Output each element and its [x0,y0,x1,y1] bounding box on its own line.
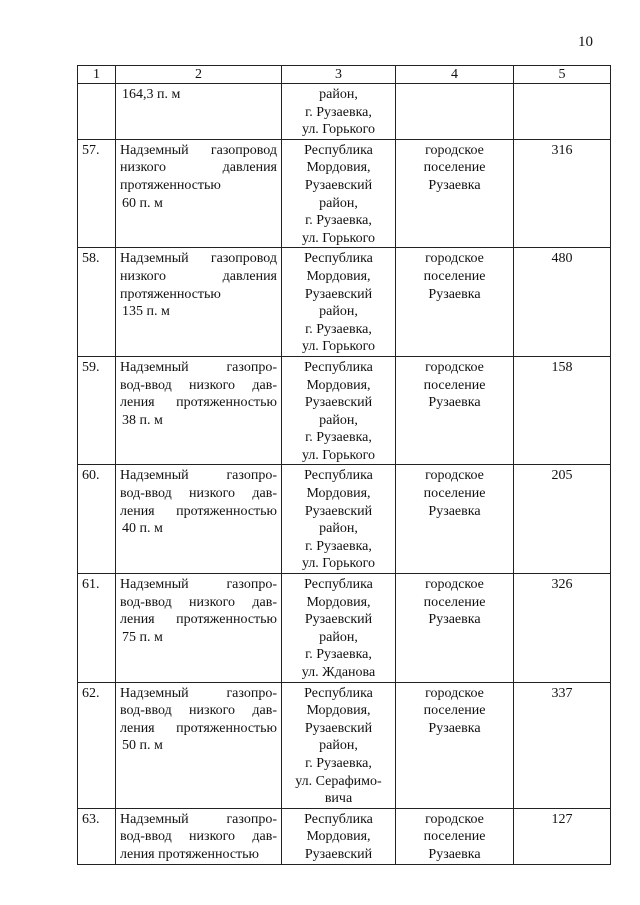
location-line: Мордовия, [306,703,371,719]
location-line: г. Рузаевка, [305,321,372,337]
description-line: 135 п. м [122,304,170,320]
location-line: район, [319,304,358,320]
value-cell [514,139,611,248]
location-line: район, [319,738,358,754]
description-line: ления протяженностью [120,395,277,411]
continuation-row [78,84,611,140]
location-line: ул. Серафимо- [295,773,382,789]
description-line: Надземный газопро- [120,811,277,827]
value-cell [514,808,611,864]
description-line: вод-ввод низкого дав- [120,703,277,719]
location-line: г. Рузаевка, [305,538,372,554]
municipality-line: поселение [423,486,486,502]
location-line: район, [319,87,358,102]
table-row [78,139,611,248]
municipality-line: поселение [423,268,486,284]
location-line: ул. Горького [301,447,376,463]
location-line: Рузаевский [304,846,373,862]
row-number: 60. [82,468,100,484]
row-number-cell [78,248,116,357]
description-line: вод-ввод низкого дав- [120,486,277,502]
municipality-line: Рузаевка [428,720,481,736]
description-line: 38 п. м [122,412,163,428]
description-line: ления протяженностью [120,720,277,736]
location-cell [282,139,396,248]
description-line: вод-ввод низкого дав- [120,829,277,845]
continuation-value-cell [514,84,611,140]
municipality-line: поселение [423,703,486,719]
table-row [78,248,611,357]
description-line: вод-ввод низкого дав- [120,594,277,610]
municipality-line: городское [425,577,484,593]
description-line: Надземный газопро- [120,468,277,484]
location-line: вича [324,791,353,807]
description-cell [116,574,282,683]
location-line: район, [319,412,358,428]
municipality-line: городское [425,359,484,375]
description-line: 40 п. м [122,521,163,537]
location-line: Республика [304,811,373,827]
location-line: Республика [304,468,373,484]
value: 316 [551,142,573,158]
row-number: 59. [82,359,100,375]
location-cell [282,248,396,357]
location-line: Рузаевский [304,503,373,519]
description-line: низкого давления [120,268,277,284]
municipality-line: Рузаевка [428,177,481,193]
municipality-line: Рузаевка [428,395,481,411]
column-header-4: 4 [396,66,514,84]
municipality-line: Рузаевка [428,612,481,628]
table-row [78,808,611,864]
value: 337 [551,685,573,701]
location-line: Республика [304,251,373,267]
row-number-cell [78,682,116,808]
description-cell [116,248,282,357]
row-number: 61. [82,577,100,593]
row-number: 57. [82,142,100,158]
municipality-cell [396,139,514,248]
continuation-municipality-cell [396,84,514,140]
row-number: 63. [82,811,100,827]
description-cell [116,465,282,574]
location-line: г. Рузаевка, [305,104,372,120]
value-cell [514,682,611,808]
column-header-1: 1 [78,66,116,84]
row-number: 58. [82,251,100,267]
description-line: Надземный газопро- [120,685,277,701]
location-line: Мордовия, [306,486,371,502]
value-cell [514,248,611,357]
location-line: Рузаевский [304,395,373,411]
description-cell [116,808,282,864]
value: 205 [551,468,573,484]
table-row [78,574,611,683]
municipality-line: Рузаевка [428,503,481,519]
row-number-cell [78,574,116,683]
description-line: ления протяженностью [120,846,260,862]
location-line: Республика [304,142,373,158]
location-line: район, [319,195,358,211]
municipality-line: поселение [423,594,486,610]
description-line: Надземный газопро- [120,577,277,593]
continuation-description: 164,3 п. м [122,87,181,102]
value: 127 [551,811,573,827]
continuation-description-cell [116,84,282,140]
municipality-line: Рузаевка [428,846,481,862]
value: 158 [551,359,573,375]
location-line: Мордовия, [306,829,371,845]
municipality-line: городское [425,251,484,267]
location-line: г. Рузаевка, [305,213,372,229]
location-line: район, [319,629,358,645]
row-number-cell [78,356,116,465]
description-line: протяженностью [120,177,221,193]
page-number: 10 [578,34,593,50]
municipality-cell [396,465,514,574]
value: 480 [551,251,573,267]
location-line: Мордовия, [306,160,371,176]
header-row [78,66,611,84]
description-line: ления протяженностью [120,503,277,519]
location-line: Рузаевский [304,612,373,628]
property-table [77,65,611,865]
column-header-3: 3 [282,66,396,84]
location-cell [282,808,396,864]
description-line: 60 п. м [122,195,163,211]
continuation-num-cell [78,84,116,140]
municipality-cell [396,248,514,357]
value-cell [514,574,611,683]
description-cell [116,356,282,465]
municipality-cell [396,356,514,465]
location-line: ул. Горького [301,556,376,572]
description-cell [116,139,282,248]
location-line: г. Рузаевка, [305,755,372,771]
municipality-cell [396,574,514,683]
municipality-line: городское [425,468,484,484]
location-line: район, [319,521,358,537]
location-cell [282,465,396,574]
description-line: Надземный газопровод [120,251,277,267]
description-line: Надземный газопро- [120,359,277,375]
location-line: Рузаевский [304,177,373,193]
value: 326 [551,577,573,593]
location-line: ул. Горького [301,230,376,246]
municipality-line: городское [425,142,484,158]
municipality-line: городское [425,811,484,827]
description-line: Надземный газопровод [120,142,277,158]
column-header-2: 2 [116,66,282,84]
location-line: Республика [304,577,373,593]
municipality-line: поселение [423,377,486,393]
location-line: г. Рузаевка, [305,647,372,663]
column-header-5: 5 [514,66,611,84]
description-line: протяженностью [120,286,221,302]
value-cell [514,356,611,465]
location-cell [282,574,396,683]
location-line: ул. Жданова [301,665,376,680]
location-line: Республика [304,359,373,375]
location-line: Мордовия, [306,268,371,284]
municipality-cell [396,808,514,864]
location-line: ул. Горького [301,339,376,355]
location-line: Мордовия, [306,377,371,393]
description-line: 50 п. м [122,738,163,754]
location-cell [282,356,396,465]
municipality-line: поселение [423,160,486,176]
location-line: г. Рузаевка, [305,430,372,446]
row-number-cell [78,139,116,248]
location-line: Рузаевский [304,720,373,736]
table-row [78,356,611,465]
description-cell [116,682,282,808]
municipality-cell [396,682,514,808]
municipality-line: Рузаевка [428,286,481,302]
location-line: Республика [304,685,373,701]
location-cell [282,682,396,808]
description-line: 75 п. м [122,629,163,645]
row-number-cell [78,465,116,574]
row-number-cell [78,808,116,864]
location-line: Рузаевский [304,286,373,302]
table-row [78,465,611,574]
description-line: низкого давления [120,160,277,176]
municipality-line: городское [425,685,484,701]
value-cell [514,465,611,574]
description-line: вод-ввод низкого дав- [120,377,277,393]
location-line: ул. Горького [301,122,376,138]
municipality-line: поселение [423,829,486,845]
row-number: 62. [82,685,100,701]
continuation-location-cell [282,84,396,140]
table-row [78,682,611,808]
description-line: ления протяженностью [120,612,277,628]
location-line: Мордовия, [306,594,371,610]
